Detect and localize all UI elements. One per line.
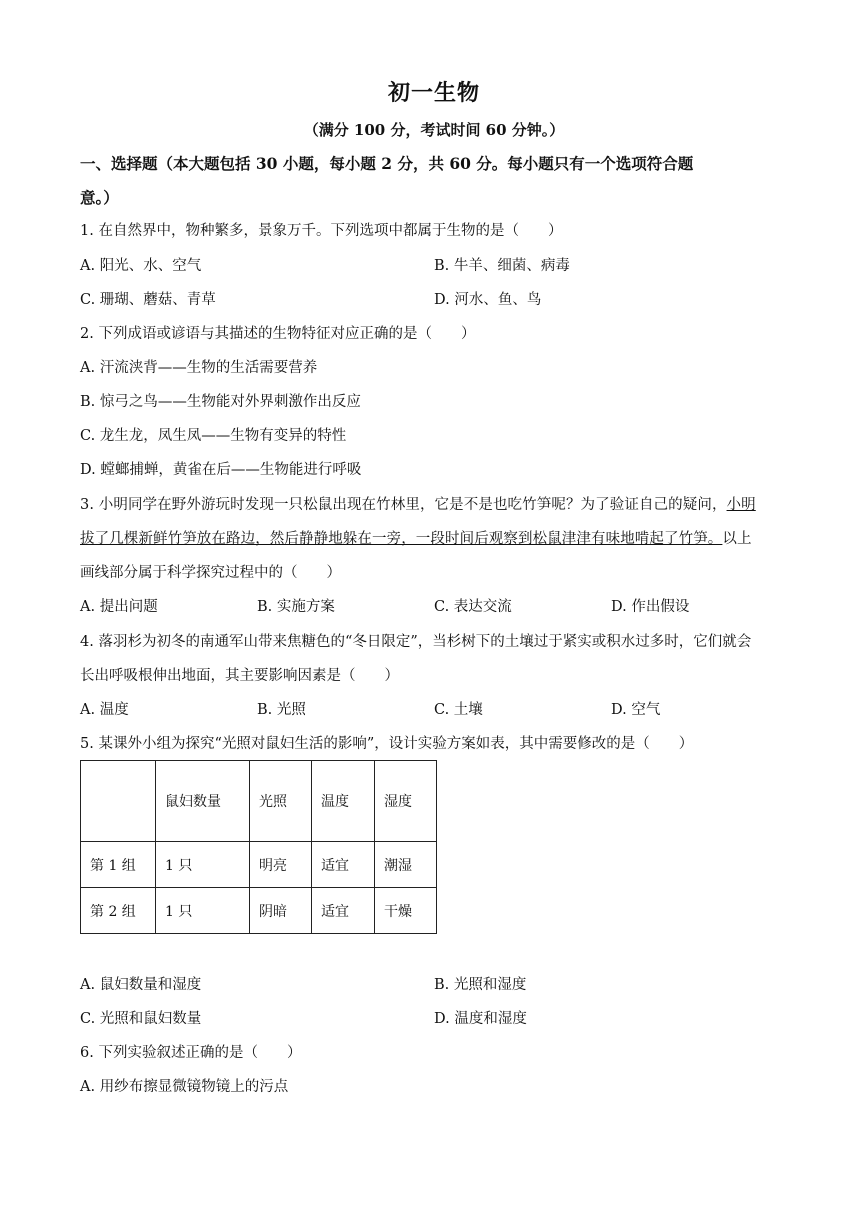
section-heading (80, 147, 780, 215)
table-header-row (81, 761, 437, 842)
question-3-text: 以上 (722, 531, 752, 547)
table-cell: 潮湿 (375, 842, 437, 888)
question-6-option-a: A. 用纱布擦显微镜物镜上的污点 (80, 1079, 289, 1095)
table-header-cell: 湿度 (375, 761, 437, 842)
question-2-option-d: D. 螳螂捕蝉，黄雀在后——生物能进行呼吸 (80, 462, 362, 478)
question-4-option-d: D. 空气 (611, 702, 661, 718)
question-4-line-2: 长出呼吸根伸出地面，其主要影响因素是（ ） (80, 668, 399, 684)
question-1-stem: 1. 在自然界中，物种繁多，景象万千。下列选项中都属于生物的是（ ） (80, 223, 563, 239)
question-2-option-c: C. 龙生龙，凤生凤——生物有变异的特性 (80, 428, 347, 444)
section-heading-line1: 一、选择题（本大题包括 30 小题，每小题 2 分，共 60 分。每小题只有一个选项符合题 (80, 154, 694, 173)
table-row (81, 888, 437, 934)
table-cell: 第 1 组 (81, 842, 156, 888)
question-4-option-c: C. 土壤 (434, 702, 483, 718)
question-5-option-c: C. 光照和鼠妇数量 (80, 1011, 202, 1027)
table-cell: 阴暗 (250, 888, 312, 934)
question-1-option-d: D. 河水、鱼、鸟 (434, 292, 542, 308)
table-header-cell: 温度 (312, 761, 375, 842)
table-header-cell: 光照 (250, 761, 312, 842)
table-cell: 第 2 组 (81, 888, 156, 934)
question-3-option-c: C. 表达交流 (434, 599, 512, 615)
question-6-stem: 6. 下列实验叙述正确的是（ ） (80, 1045, 302, 1061)
exam-info: （满分 100 分，考试时间 60 分钟。） (303, 121, 565, 139)
table-cell: 干燥 (375, 888, 437, 934)
question-3-text: 3. 小明同学在野外游玩时发现一只松鼠出现在竹林里，它是不是也吃竹笋呢？为了验证自己的疑问， (80, 497, 727, 513)
table-cell: 1 只 (156, 842, 250, 888)
question-4-option-b: B. 光照 (257, 702, 306, 718)
question-5-stem: 5. 某课外小组为探究“光照对鼠妇生活的影响”，设计实验方案如表，其中需要修改的是（ ） (80, 736, 694, 752)
table-header-cell: 鼠妇数量 (156, 761, 250, 842)
question-4-line-1: 4. 落羽杉为初冬的南通军山带来焦糖色的“冬日限定”，当杉树下的土壤过于紧实或积水过多时，它们就会 (80, 634, 752, 650)
page-title: 初一生物 (387, 80, 480, 106)
question-2-option-a: A. 汗流浃背——生物的生活需要营养 (80, 360, 318, 376)
question-1-option-a: A. 阳光、水、空气 (80, 258, 202, 274)
table-cell: 明亮 (250, 842, 312, 888)
question-3-underlined-text: 拔了几棵新鲜竹笋放在路边，然后静静地躲在一旁，一段时间后观察到松鼠津津有味地啃起了竹笋。 (80, 531, 723, 547)
table-header-cell (81, 761, 156, 842)
experiment-table (80, 760, 437, 934)
question-4-option-a: A. 温度 (80, 702, 129, 718)
question-3-line-3: 画线部分属于科学探究过程中的（ ） (80, 565, 341, 581)
question-1-option-b: B. 牛羊、细菌、病毒 (434, 258, 570, 274)
question-5-option-a: A. 鼠妇数量和湿度 (80, 977, 202, 993)
table-cell: 1 只 (156, 888, 250, 934)
question-2-option-b: B. 惊弓之鸟——生物能对外界刺激作出反应 (80, 394, 361, 410)
question-2-stem: 2. 下列成语或谚语与其描述的生物特征对应正确的是（ ） (80, 326, 476, 342)
question-1-option-c: C. 珊瑚、蘑菇、青草 (80, 292, 216, 308)
table-cell: 适宜 (312, 842, 375, 888)
question-3-option-b: B. 实施方案 (257, 599, 335, 615)
table-cell: 适宜 (312, 888, 375, 934)
question-3-option-a: A. 提出问题 (80, 599, 158, 615)
question-3-underlined-text: 小明 (726, 497, 756, 513)
question-5-option-b: B. 光照和湿度 (434, 977, 527, 993)
question-5-option-d: D. 温度和湿度 (434, 1011, 527, 1027)
question-3-line-1 (80, 495, 756, 515)
question-3-option-d: D. 作出假设 (611, 599, 690, 615)
table-row (81, 842, 437, 888)
section-heading-line2: 意。） (80, 188, 119, 207)
question-3-line-2 (80, 529, 752, 549)
